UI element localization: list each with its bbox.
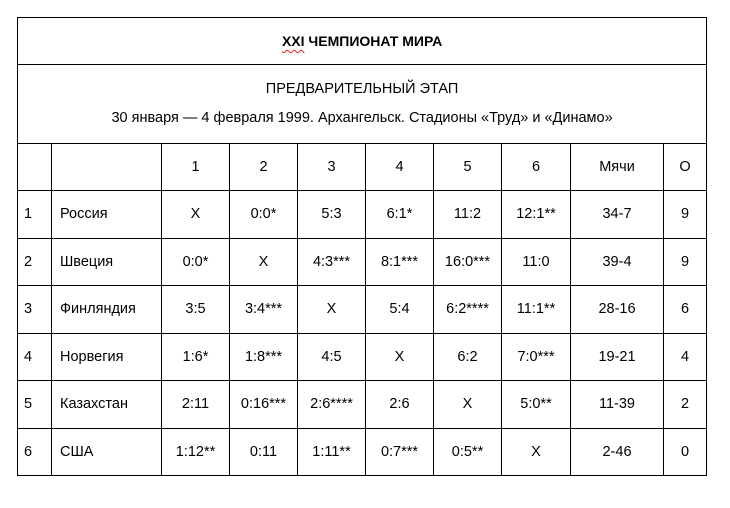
row-number: 5: [18, 381, 52, 429]
header-col-6: 6: [502, 144, 571, 191]
result-cell: 4:3***: [298, 238, 366, 286]
standings-table: [17, 17, 707, 476]
result-cell: 3:5: [162, 286, 230, 334]
header-col-3: 3: [298, 144, 366, 191]
championship-title: [18, 18, 707, 65]
header-col-2: 2: [230, 144, 298, 191]
goals-cell: 34-7: [571, 191, 664, 239]
result-cell: 5:4: [366, 286, 434, 334]
result-cell: 6:2****: [434, 286, 502, 334]
result-cell: X: [434, 381, 502, 429]
result-cell: 0:7***: [366, 428, 434, 476]
stage-name: ПРЕДВАРИТЕЛЬНЫЙ ЭТАП: [265, 81, 459, 98]
result-cell: 16:0***: [434, 238, 502, 286]
result-cell: 4:5: [298, 333, 366, 381]
header-team: [52, 144, 162, 191]
result-cell: 0:5**: [434, 428, 502, 476]
team-name: Казахстан: [52, 381, 162, 429]
table-row: [18, 238, 707, 286]
result-cell: 2:6****: [298, 381, 366, 429]
team-name: Норвегия: [52, 333, 162, 381]
stage-cell: [18, 65, 707, 144]
row-number: 6: [18, 428, 52, 476]
title-rest: ЧЕМПИОНАТ МИРА: [304, 33, 443, 49]
points-cell: 0: [664, 428, 707, 476]
goals-cell: 39-4: [571, 238, 664, 286]
result-cell: 0:0*: [230, 191, 298, 239]
result-cell: 12:1**: [502, 191, 571, 239]
result-cell: 8:1***: [366, 238, 434, 286]
result-cell: X: [230, 238, 298, 286]
stage-row: [18, 65, 707, 144]
result-cell: 1:12**: [162, 428, 230, 476]
header-points: О: [664, 144, 707, 191]
points-cell: 4: [664, 333, 707, 381]
table-row: [18, 381, 707, 429]
goals-cell: 28-16: [571, 286, 664, 334]
result-cell: 2:6: [366, 381, 434, 429]
title-prefix: XXI: [281, 33, 305, 49]
result-cell: X: [162, 191, 230, 239]
result-cell: 11:1**: [502, 286, 571, 334]
result-cell: 6:1*: [366, 191, 434, 239]
result-cell: 3:4***: [230, 286, 298, 334]
team-name: США: [52, 428, 162, 476]
result-cell: 5:3: [298, 191, 366, 239]
stage-info: 30 января — 4 февраля 1999. Архангельск. Стадионы «Труд» и «Динамо»: [111, 109, 613, 126]
header-num: [18, 144, 52, 191]
title-row: [18, 18, 707, 65]
result-cell: 1:6*: [162, 333, 230, 381]
row-number: 2: [18, 238, 52, 286]
header-row: [18, 144, 707, 191]
result-cell: 2:11: [162, 381, 230, 429]
points-cell: 9: [664, 191, 707, 239]
goals-cell: 2-46: [571, 428, 664, 476]
result-cell: 6:2: [434, 333, 502, 381]
result-cell: 5:0**: [502, 381, 571, 429]
result-cell: 0:16***: [230, 381, 298, 429]
goals-cell: 19-21: [571, 333, 664, 381]
result-cell: 0:11: [230, 428, 298, 476]
goals-cell: 11-39: [571, 381, 664, 429]
points-cell: 2: [664, 381, 707, 429]
team-name: Финляндия: [52, 286, 162, 334]
table-row: [18, 428, 707, 476]
result-cell: 1:11**: [298, 428, 366, 476]
row-number: 1: [18, 191, 52, 239]
result-cell: X: [298, 286, 366, 334]
header-goals: Мячи: [571, 144, 664, 191]
row-number: 4: [18, 333, 52, 381]
header-col-1: 1: [162, 144, 230, 191]
result-cell: X: [502, 428, 571, 476]
team-name: Россия: [52, 191, 162, 239]
table-row: [18, 191, 707, 239]
header-col-5: 5: [434, 144, 502, 191]
points-cell: 6: [664, 286, 707, 334]
row-number: 3: [18, 286, 52, 334]
result-cell: 0:0*: [162, 238, 230, 286]
result-cell: 11:2: [434, 191, 502, 239]
header-col-4: 4: [366, 144, 434, 191]
result-cell: 11:0: [502, 238, 571, 286]
result-cell: 1:8***: [230, 333, 298, 381]
table-row: [18, 286, 707, 334]
result-cell: X: [366, 333, 434, 381]
table-row: [18, 333, 707, 381]
result-cell: 7:0***: [502, 333, 571, 381]
points-cell: 9: [664, 238, 707, 286]
team-name: Швеция: [52, 238, 162, 286]
